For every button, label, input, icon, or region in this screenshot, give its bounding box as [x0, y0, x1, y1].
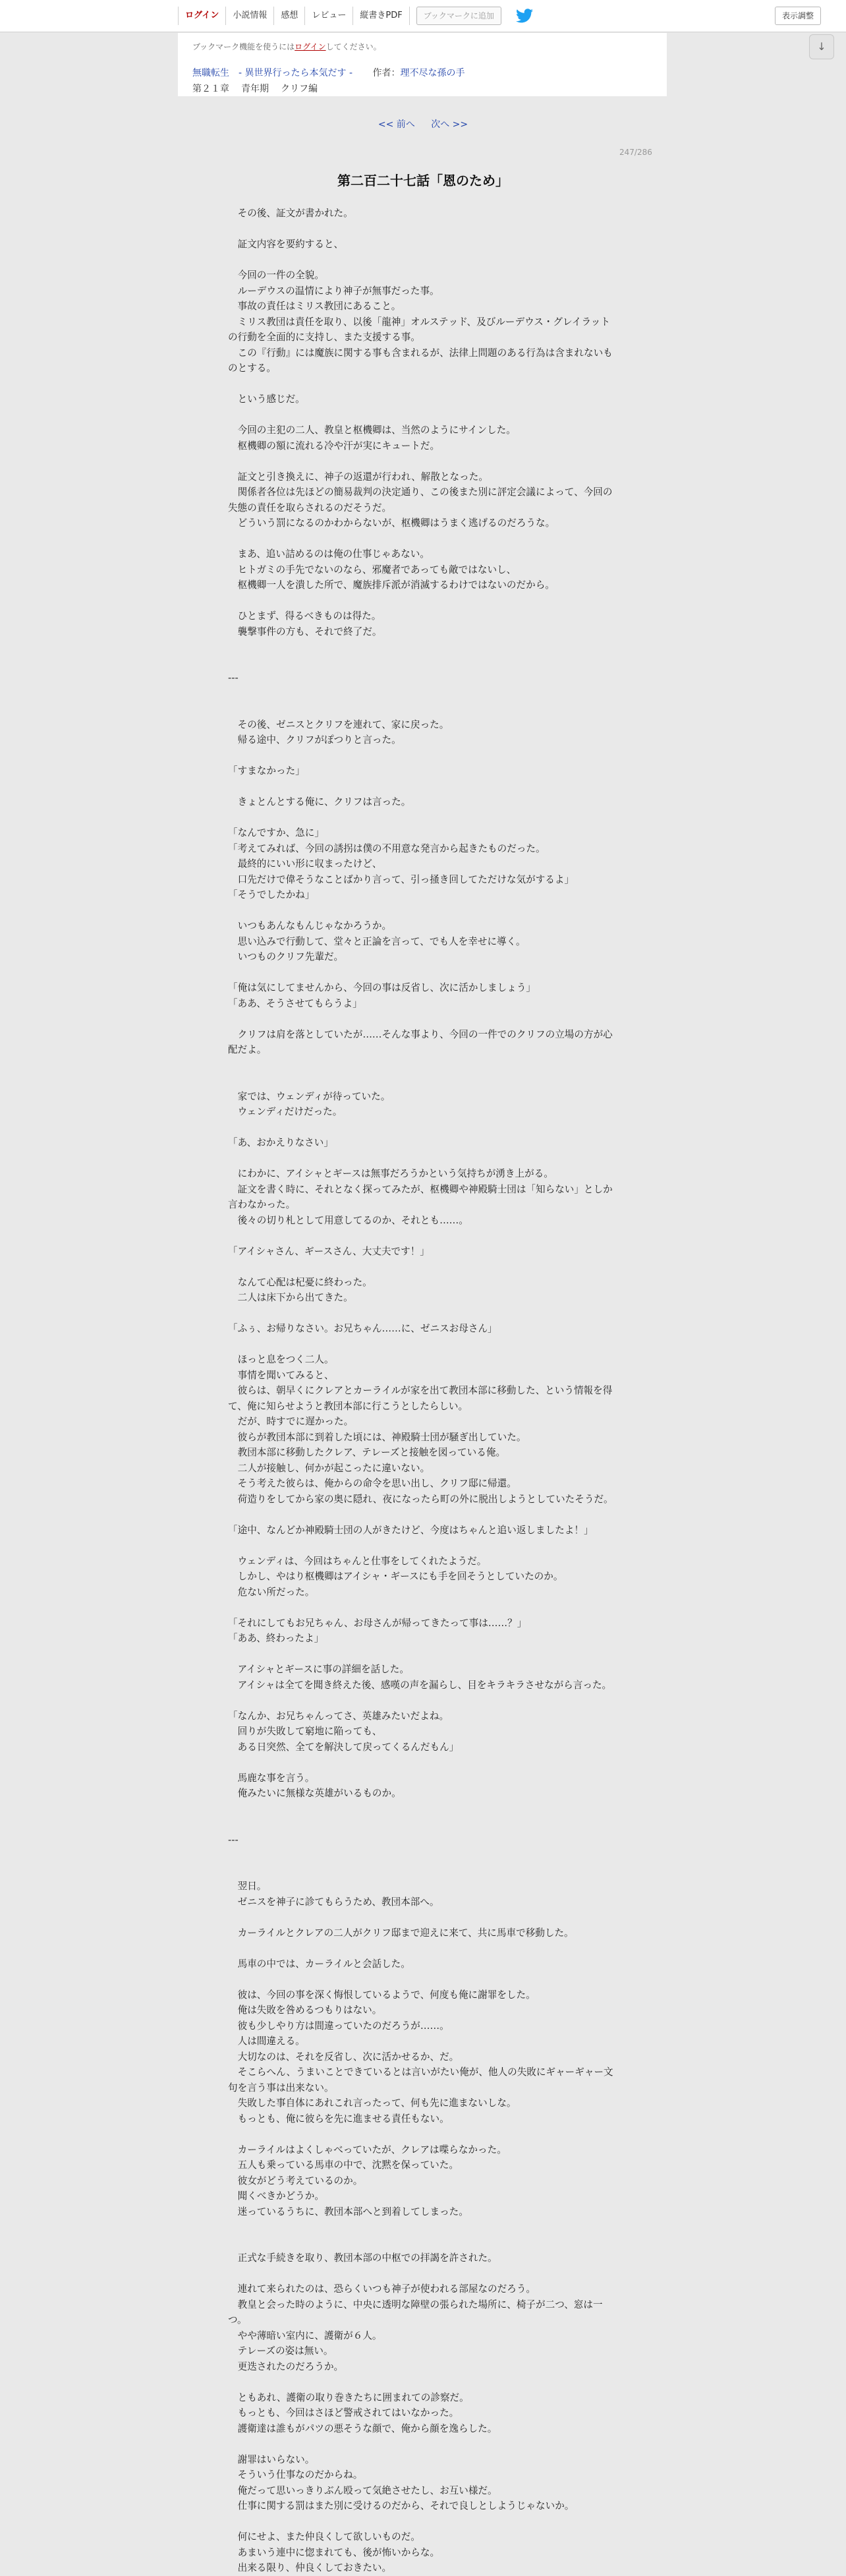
story-line: いつものクリフ先輩だ。	[228, 951, 344, 962]
next-chapter-link[interactable]: 次へ >>	[431, 119, 468, 130]
story-line	[228, 1058, 618, 1074]
story-line	[228, 701, 618, 717]
story-line: 馬車の中では、カーライルと会話した。	[228, 1958, 410, 1970]
story-line: まあ、追い詰めるのは俺の仕事じゃあない。	[228, 548, 430, 560]
story-line: ウェンディだけだった。	[228, 1106, 343, 1117]
story-line: 「アイシャさん、ギースさん、大丈夫です！」	[228, 1245, 430, 1257]
story-line: ---	[228, 1834, 239, 1846]
story-line	[228, 810, 618, 826]
story-line	[228, 639, 618, 655]
story-line: 何にせよ、また仲良くして欲しいものだ。	[228, 2531, 420, 2542]
story-line: 「考えてみれば、今回の誘拐は僕の不用意な発言から起きたものだった。	[228, 842, 546, 854]
prev-chapter-link[interactable]: << 前へ	[378, 119, 415, 130]
story-line: 正式な手続きを取り、教団本部の中枢での拝謁を許された。	[228, 2252, 497, 2264]
story-line: 最終的にいい形に収まったけど、	[228, 858, 382, 869]
display-settings-button[interactable]: 表示調整	[775, 7, 821, 25]
story-line: ヒトガミの手先でないのなら、邪魔者であっても敵ではないし、	[228, 564, 517, 575]
story-line: 事情を聞いてみると、	[228, 1369, 334, 1381]
story-line: 「あ、おかえりなさい」	[228, 1137, 333, 1148]
story-line	[228, 2235, 618, 2251]
story-line: 「途中、なんどか神殿騎士団の人がきたけど、今度はちゃんと追い返しましたよ！」	[228, 1524, 594, 1536]
story-line	[228, 1941, 618, 1956]
story-line: 彼らが教団本部に到着した頃には、神殿騎士団が騒ぎ出していた。	[228, 1431, 526, 1443]
page-number: 247/286	[619, 148, 652, 157]
story-line: 大切なのは、それを反省し、次に活かせるか、だ。	[228, 2051, 459, 2063]
twitter-bird-icon[interactable]	[516, 9, 533, 23]
story-line	[228, 531, 618, 547]
story-line: カーライルはよくしゃべっていたが、クレアは喋らなかった。	[228, 2144, 507, 2155]
nav-impressions-link[interactable]: 感想	[274, 7, 305, 25]
top-nav-bar	[0, 0, 846, 32]
story-line	[228, 1647, 618, 1662]
story-line	[228, 2219, 618, 2235]
story-line: 「なんですか、急に」	[228, 827, 324, 838]
nav-login-link[interactable]: ログイン	[178, 7, 226, 25]
story-line	[228, 1507, 618, 1523]
story-line: 俺だって思いっきりぶん殴って気絶させたし、お互い様だ。	[228, 2484, 497, 2496]
story-line	[228, 2374, 618, 2390]
story-line: アイシャは全てを聞き終えた後、感嘆の声を漏らし、目をキラキラさせながら言った。	[228, 1679, 612, 1691]
story-line	[228, 252, 618, 268]
chapter-line	[192, 82, 318, 95]
story-line	[228, 1863, 618, 1879]
story-line: という感じだ。	[228, 394, 305, 405]
story-line: 今回の主犯の二人、教皇と枢機卿は、当然のようにサインした。	[228, 424, 516, 436]
story-line: 迷っているうちに、教団本部へと到着してしまった。	[228, 2206, 468, 2217]
story-line	[228, 2266, 618, 2282]
story-line: 事故の責任はミリス教団にあること。	[228, 301, 401, 312]
story-line: 彼らは、朝早くにクレアとカーライルが家を出て教団本部に移動した、という情報を得て、俺に知らせようと教団本部に行こうとしたらしい。	[228, 1385, 613, 1412]
bookmark-login-note: ブックマーク機能を使うにはログインしてください。	[192, 42, 381, 51]
story-line: 聞くべきかどうか。	[228, 2190, 324, 2202]
story-line: 「そうでしたかね」	[228, 889, 315, 900]
story-line: やや薄暗い室内に、護衛が６人。	[228, 2329, 382, 2341]
story-line	[228, 1073, 618, 1089]
story-line: 家では、ウェンディが待っていた。	[228, 1090, 391, 1102]
story-line	[228, 1600, 618, 1616]
story-line: 証文を書く時に、それとなく探ってみたが、枢機卿や神殿騎士団は「知らない」としか言わなかった。	[228, 1183, 613, 1210]
story-line: 今回の一件の全貌。	[228, 270, 324, 281]
story-line	[228, 221, 618, 237]
story-line: 襲撃事件の方も、それで終了だ。	[228, 626, 382, 637]
story-line: いつもあんなもんじゃなかろうか。	[228, 920, 392, 931]
story-line	[228, 2436, 618, 2452]
story-line: 仕事に関する罰はまた別に受けるのだから、それで良しとしようじゃないか。	[228, 2500, 575, 2511]
story-line: ほっと息をつく二人。	[228, 1354, 334, 1365]
story-line: 枢機卿一人を潰した所で、魔族排斥派が消滅するわけではないのだから。	[228, 579, 555, 591]
chapter-name: クリフ編	[281, 84, 318, 94]
story-line: そういう仕事なのだからね。	[228, 2469, 363, 2480]
story-line	[228, 686, 618, 702]
nav-menu	[178, 7, 533, 25]
story-line: ウェンディは、今回はちゃんと仕事をしてくれたようだ。	[228, 1555, 487, 1567]
story-line: 馬鹿な事を言う。	[228, 1772, 315, 1784]
story-line: そこらへん、うまいことできているとは言いがたい俺が、他人の失敗にギャーギャー文句を言う事は出来ない。	[228, 2066, 613, 2093]
story-line	[228, 1306, 618, 1322]
story-line: もっとも、今回はさほど警戒されてはいなかった。	[228, 2407, 459, 2418]
chapter-volume: 第２１章	[192, 84, 229, 94]
story-line	[228, 1259, 618, 1275]
series-title-link[interactable]: 無職転生 - 異世界行ったら本気だす -	[192, 68, 353, 78]
story-line: 彼も少しやり方は間違っていたのだろうが……。	[228, 2020, 449, 2032]
story-line: 危ない所だった。	[228, 1586, 315, 1598]
nav-vertical-pdf-link[interactable]: 縦書きPDF	[353, 7, 409, 25]
story-line	[228, 1972, 618, 1987]
story-line: 出来る限り、仲良くしておきたい。	[228, 2562, 392, 2573]
story-line: 五人も乗っている馬車の中で、沈黙を保っていた。	[228, 2159, 459, 2171]
story-line	[228, 1848, 618, 1863]
nav-novel-info-link[interactable]: 小説情報	[226, 7, 274, 25]
story-line: クリフは肩を落としていたが……そんな事より、今回の一件でのクリフの立場の方が心配だよ。	[228, 1028, 613, 1055]
story-line	[228, 965, 618, 981]
story-line: 証文内容を要約すると、	[228, 239, 344, 250]
story-line: 後々の切り札として用意してるのか、それとも……。	[228, 1214, 468, 1226]
story-line: 回りが失敗して窮地に陥っても、	[228, 1726, 382, 1737]
story-line: 教団本部に移動したクレア、テレーズと接触を図っている俺。	[228, 1447, 506, 1458]
story-line: ある日突然、全てを解決して戻ってくるんだもん」	[228, 1741, 459, 1753]
story-line	[228, 454, 618, 469]
story-line: もっとも、俺に彼らを先に進ませる責任もない。	[228, 2113, 449, 2124]
story-line: 護衛達は誰もがパツの悪そうな顔で、俺から顔を逸らした。	[228, 2422, 497, 2434]
story-line: 「それにしてもお兄ちゃん、お母さんが帰ってきたって事は……？」	[228, 1617, 527, 1629]
story-line: ミリス教団は責任を取り、以後「龍神」オルステッド、及びルーデウス・グレイラットの行動を全面的に支持し、また支援する事。	[228, 316, 610, 343]
story-line: 「ああ、そうさせてもらうよ」	[228, 997, 362, 1009]
story-line	[228, 593, 618, 609]
story-line: 失敗した事自体にあれこれ言ったって、何も先に進まないしな。	[228, 2097, 517, 2109]
story-line	[228, 779, 618, 795]
episode-title: 第二百二十七話「恩のため」	[337, 173, 509, 189]
story-line: 二人は床下から出てきた。	[228, 1292, 353, 1303]
story-line: あまいう連中に惚まれても、後が怖いからな。	[228, 2546, 440, 2558]
story-line: 「すまなかった」	[228, 765, 305, 776]
story-line: ひとまず、得るべきものは得た。	[228, 610, 381, 622]
story-line	[228, 1120, 618, 1136]
story-line: 関係者各位は先ほどの簡易裁判の決定通り、この後また別に評定会議によって、今回の失態の責任を取らされるのだそうだ。	[228, 486, 613, 513]
story-line: 教皇と会った時のように、中央に透明な障壁の張られた場所に、椅子が二つ、窓は一つ。	[228, 2298, 603, 2326]
story-line	[228, 1801, 618, 1817]
story-line: その後、ゼニスとクリフを連れて、家に戻った。	[228, 718, 449, 730]
story-line	[228, 1693, 618, 1709]
story-line: 俺は失敗を咎めるつもりはない。	[228, 2005, 382, 2016]
story-line: だが、時すでに遅かった。	[228, 1416, 354, 1427]
story-line	[228, 1228, 618, 1244]
story-line: 更迭されたのだろうか。	[228, 2360, 344, 2372]
story-line: 証文と引き換えに、神子の返還が行われ、解散となった。	[228, 471, 488, 483]
story-line: 彼は、今回の事を深く悔恨しているようで、何度も俺に謝罪をした。	[228, 1989, 536, 2001]
story-line	[228, 1011, 618, 1027]
author-label: 作者：	[372, 68, 401, 78]
story-line	[228, 1817, 618, 1832]
story-line: 帰る途中、クリフがぽつりと言った。	[228, 734, 401, 746]
story-line	[228, 1538, 618, 1554]
story-line: なんて心配は杞憂に終わった。	[228, 1276, 372, 1288]
story-line	[228, 748, 618, 764]
add-bookmark-button[interactable]: ブックマークに追加	[416, 7, 501, 25]
story-line: 口先だけで偉そうなことばかり言って、引っ掻き回してただけな気がするよ」	[228, 873, 575, 885]
story-line: 二人が接触し、何かが起こったに違いない。	[228, 1462, 430, 1474]
story-line: テレーズの姿は無い。	[228, 2345, 333, 2356]
story-body	[228, 206, 618, 2576]
story-line: どういう罰になるのかわからないが、枢機卿はうまく逃げるのだろうな。	[228, 517, 555, 529]
story-line: 謝罪はいらない。	[228, 2453, 315, 2465]
story-line: ルーデウスの温情により神子が無事だった事。	[228, 285, 439, 297]
story-line	[228, 2126, 618, 2142]
story-line: 連れて来られたのは、恐らくいつも神子が使われる部屋なのだろう。	[228, 2283, 536, 2295]
chapter-arc: 青年期	[241, 84, 269, 94]
story-line: 「なんか、お兄ちゃんってさ、英雄みたいだよね。	[228, 1710, 449, 1722]
story-line: 人は間違える。	[228, 2035, 305, 2047]
story-line: ともあれ、護衛の取り巻きたちに囲まれての診察だ。	[228, 2391, 469, 2403]
story-line	[228, 655, 618, 671]
story-line: ゼニスを神子に診てもらうため、教団本部へ。	[228, 1896, 439, 1908]
story-line: 「ああ、終わったよ」	[228, 1633, 324, 1644]
story-line: 俺みたいに無様な英雄がいるものか。	[228, 1788, 401, 1799]
story-line: 荷造りをしてから家の奥に隠れ、夜になったら町の外に脱出しようとしていたそうだ。	[228, 1493, 613, 1505]
story-line: ---	[228, 672, 239, 684]
story-line: アイシャとギースに事の詳細を話した。	[228, 1664, 409, 1675]
story-line: 「俺は気にしてませんから、今回の事は反省し、次に活かしましょう」	[228, 982, 536, 993]
story-line	[228, 376, 618, 392]
story-line: きょとんとする俺に、クリフは言った。	[228, 796, 411, 807]
story-line: 「ふぅ、お帰りなさい。お兄ちゃん……に、ゼニスお母さん」	[228, 1323, 497, 1334]
story-line: そう考えた彼らは、俺からの命令を思い出し、クリフ邸に帰還。	[228, 1478, 517, 1489]
story-line	[228, 1910, 618, 1925]
scroll-down-arrow-icon[interactable]: ↓	[809, 34, 834, 59]
story-line: しかし、やはり枢機卿はアイシャ・ギースにも手を回そうとしていたのか。	[228, 1571, 563, 1582]
story-line: 思い込みで行動して、堂々と正論を言って、でも人を幸せに導く。	[228, 935, 526, 947]
story-line	[228, 1337, 618, 1353]
story-line: カーライルとクレアの二人がクリフ邸まで迎えに来て、共に馬車で移動した。	[228, 1927, 574, 1939]
series-line	[192, 66, 465, 79]
story-line: 翌日。	[228, 1881, 267, 1892]
story-line	[228, 1755, 618, 1771]
story-line	[228, 407, 618, 423]
story-line: この『行動』には魔族に関する事も含まれるが、法律上問題のある行為は含まれないものとする。	[228, 347, 613, 374]
nav-review-link[interactable]: レビュー	[305, 7, 353, 25]
novel-header-box	[178, 33, 667, 96]
story-line	[228, 903, 618, 919]
author-link[interactable]: 理不尽な孫の手	[400, 68, 465, 78]
story-line	[228, 2514, 618, 2530]
story-line: その後、証文が書かれた。	[228, 208, 353, 219]
story-line: にわかに、アイシャとギースは無事だろうかという気持ちが湧き上がる。	[228, 1168, 553, 1179]
story-line	[228, 1151, 618, 1167]
chapter-pager	[0, 117, 846, 131]
story-line: 彼女がどう考えているのか。	[228, 2175, 363, 2186]
story-line: 枢機卿の額に流れる冷や汗が実にキュートだ。	[228, 440, 440, 452]
bookmark-login-link[interactable]: ログイン	[295, 42, 326, 51]
